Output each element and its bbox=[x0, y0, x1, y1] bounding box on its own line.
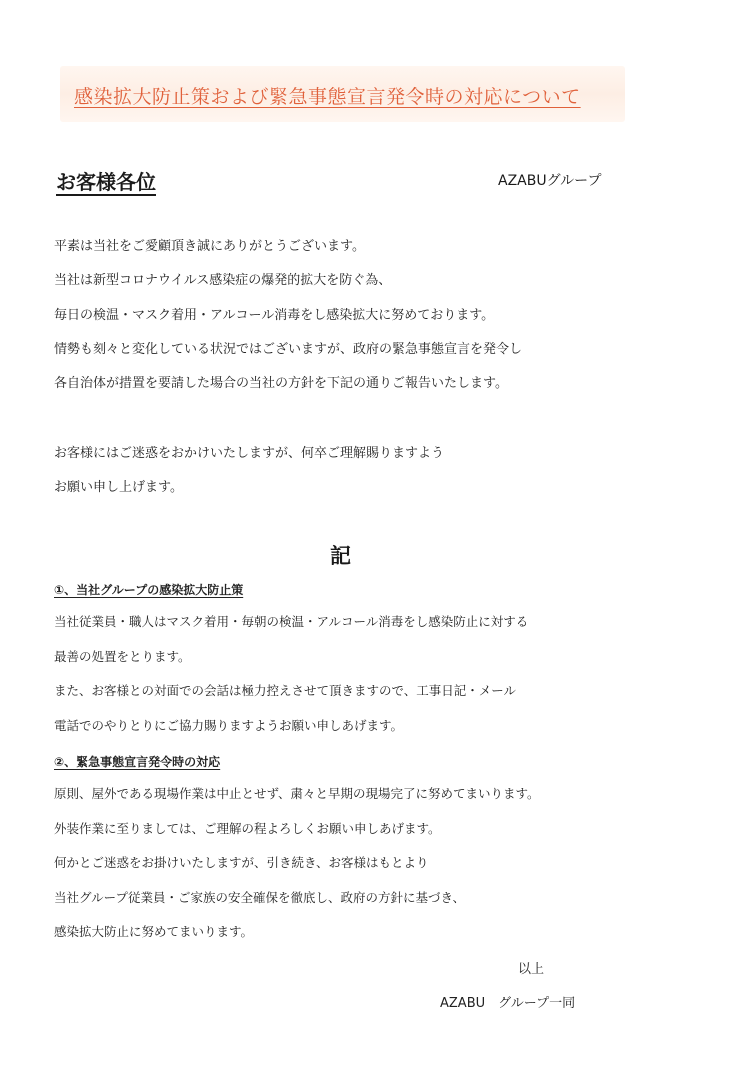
body-line: また、お客様との対面での会話は極力控えさせて頂きますので、工事日記・メール bbox=[54, 683, 517, 698]
intro-line: 各自治体が措置を要請した場合の当社の方針を下記の通りご報告いたします。 bbox=[54, 376, 508, 392]
signoff: AZABU グループ一同 bbox=[440, 996, 576, 1011]
section-heading-prevention: ①、当社グループの感染拡大防止策 bbox=[54, 583, 244, 597]
section-body-emergency bbox=[54, 777, 540, 950]
body-line: 外装作業に至りましては、ご理解の程よろしくお願い申しあげます。 bbox=[54, 820, 441, 836]
body-line: 電話でのやりとりにご協力賜りますようお願い申しあげます。 bbox=[54, 717, 404, 733]
request-line: お願い申し上げます。 bbox=[54, 480, 183, 496]
intro-line: 当社は新型コロナウイルス感染症の爆発的拡大を防ぐ為、 bbox=[54, 273, 392, 289]
intro-paragraph bbox=[54, 230, 522, 401]
body-line: 最善の処置をとります。 bbox=[54, 648, 191, 664]
body-line: 当社従業員・職人はマスク着用・毎朝の検温・アルコール消毒をし感染防止に対する bbox=[54, 614, 529, 629]
request-paragraph bbox=[54, 437, 444, 506]
salutation: お客様各位 bbox=[56, 170, 156, 194]
ki-heading: 記 bbox=[330, 544, 351, 568]
intro-line: 平素は当社をご愛顧頂き誠にありがとうございます。 bbox=[54, 239, 365, 254]
body-line: 何かとご迷惑をお掛けいたしますが、引き続き、お客様はもとより bbox=[54, 855, 429, 870]
page-title: 感染拡大防止策および緊急事態宣言発令時の対応について bbox=[74, 86, 581, 108]
company-name: AZABUグループ bbox=[498, 173, 602, 189]
body-line: 原則、屋外である現場作業は中止とせず、粛々と早期の現場完了に努めてまいります。 bbox=[54, 786, 540, 801]
intro-line: 毎日の検温・マスク着用・アルコール消毒をし感染拡大に努めております。 bbox=[54, 307, 495, 323]
body-line: 当社グループ従業員・ご家族の安全確保を徹底し、政府の方針に基づき、 bbox=[54, 889, 466, 905]
intro-line: 情勢も刻々と変化している状況ではございますが、政府の緊急事態宣言を発令し bbox=[54, 341, 523, 357]
body-line: 感染拡大防止に努めてまいります。 bbox=[54, 924, 254, 939]
section-heading-emergency: ②、緊急事態宣言発令時の対応 bbox=[54, 755, 221, 769]
request-line: お客様にはご迷惑をおかけいたしますが、何卒ご理解賜りますよう bbox=[54, 446, 445, 461]
section-body-prevention bbox=[54, 605, 528, 743]
closing-ijou: 以上 bbox=[518, 962, 545, 977]
